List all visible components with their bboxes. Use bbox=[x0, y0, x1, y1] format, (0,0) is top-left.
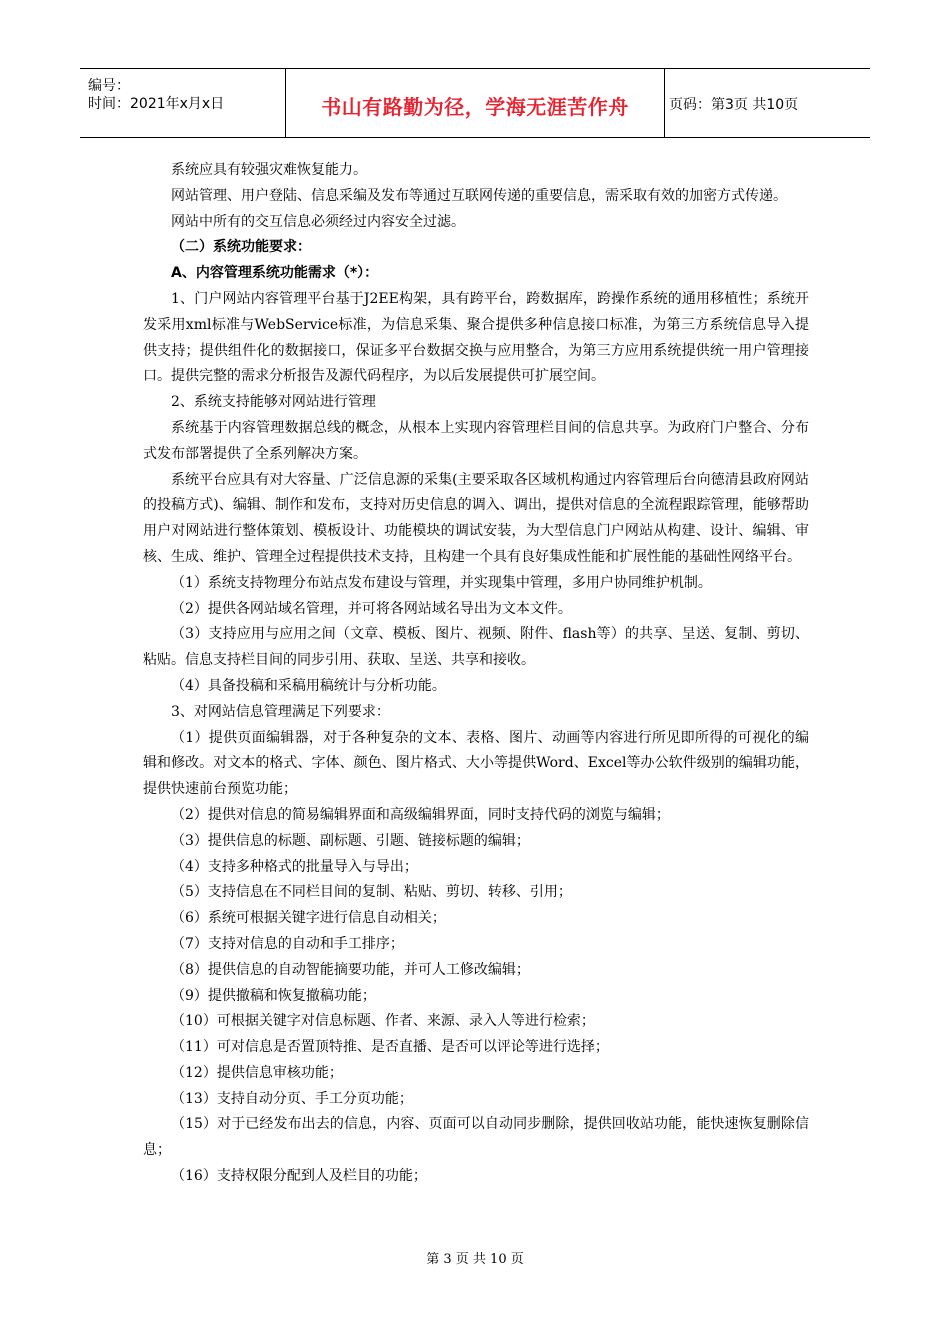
paragraph: 网站中所有的交互信息必须经过内容安全过滤。 bbox=[171, 213, 465, 230]
list-item: （2）提供对信息的简易编辑界面和高级编辑界面，同时支持代码的浏览与编辑； bbox=[171, 806, 670, 823]
list-item: （4）支持多种格式的批量导入与导出； bbox=[171, 858, 418, 875]
subsection-heading: A、内容管理系统功能需求（*）： bbox=[171, 265, 379, 282]
document-time-label: 时间：2021年x月x日 bbox=[88, 96, 225, 112]
list-item: （15）对于已经发布出去的信息，内容、页面可以自动同步删除，提供回收站功能，能快速恢复删除信息； bbox=[143, 1116, 809, 1159]
list-item: （11）可对信息是否置顶特推、是否直播、是否可以评论等进行选择； bbox=[171, 1039, 609, 1056]
header-meta bbox=[80, 69, 285, 137]
document-number-label: 编号： bbox=[88, 78, 130, 94]
list-item: （2）提供各网站域名管理，并可将各网站域名导出为文本文件。 bbox=[171, 600, 572, 617]
page-header bbox=[80, 68, 870, 138]
list-item: （3）支持应用与应用之间（文章、模板、图片、视频、附件、flash等）的共享、呈送、复制、剪切、粘贴。信息支持栏目间的同步引用、获取、呈送、共享和接收。 bbox=[143, 626, 809, 669]
paragraph: 系统基于内容管理数据总线的概念，从根本上实现内容管理栏目间的信息共享。为政府门户整合、分布式发布部署提供了全系列解决方案。 bbox=[143, 419, 809, 462]
paragraph: 2、系统支持能够对网站进行管理 bbox=[171, 394, 376, 411]
paragraph: 系统平台应具有对大容量、广泛信息源的采集(主要采取各区域机构通过内容管理后台向德清县政府网站的投稿方式)、编辑、制作和发布，支持对历史信息的调入、调出，提供对信息的全流程跟踪管理，能够帮助用户对网站进行整体策划、模板设计、功能模块的调试安装，为大型信息门户网站从构建、设计、编辑、审核、生成、维护、管理全过程提供技术支持，且构建一个具有良好集成性能和扩展性能的基础性网络平台。 bbox=[143, 471, 809, 565]
document-body bbox=[143, 158, 809, 1190]
list-item: （6）系统可根据关键字进行信息自动相关； bbox=[171, 910, 446, 927]
list-item: （4）具备投稿和采稿用稿统计与分析功能。 bbox=[171, 677, 446, 694]
list-item: （1）系统支持物理分布站点发布建设与管理，并实现集中管理，多用户协同维护机制。 bbox=[171, 574, 712, 591]
paragraph: 1、门户网站内容管理平台基于J2EE构架，具有跨平台，跨数据库，跨操作系统的通用移植性；系统开发采用xml标准与WebService标准，为信息采集、聚合提供多种信息接口标准，为第三方系统信息导入提供支持；提供组件化的数据接口，保证多平台数据交换与应用整合，为第三方应用系统提供统一用户管理接口。提供完整的需求分析报告及源代码程序，为以后发展提供可扩展空间。 bbox=[143, 290, 809, 385]
list-item: （13）支持自动分页、手工分页功能； bbox=[171, 1090, 413, 1107]
list-item: （12）提供信息审核功能； bbox=[171, 1064, 343, 1081]
list-item: （1）提供页面编辑器，对于各种复杂的文本、表格、图片、动画等内容进行所见即所得的可视化的编辑和修改。对文本的格式、字体、颜色、图片格式、大小等提供Word、Excel等办公软件级别的编辑功能，提供快速前台预览功能； bbox=[143, 729, 809, 798]
header-motto: 书山有路勤为径，学海无涯苦作舟 bbox=[321, 95, 629, 119]
list-item: （7）支持对信息的自动和手工排序； bbox=[171, 935, 404, 952]
list-item: （8）提供信息的自动智能摘要功能，并可人工修改编辑； bbox=[171, 961, 530, 978]
list-item: （3）提供信息的标题、副标题、引题、链接标题的编辑； bbox=[171, 832, 530, 849]
header-page-cell bbox=[663, 69, 870, 137]
list-item: （16）支持权限分配到人及栏目的功能； bbox=[171, 1168, 427, 1185]
list-item: （10）可根据关键字对信息标题、作者、来源、录入人等进行检索； bbox=[171, 1013, 595, 1030]
paragraph: 系统应具有较强灾难恢复能力。 bbox=[171, 162, 367, 178]
header-page-number: 页码：第3页 共10页 bbox=[669, 97, 799, 113]
paragraph: 网站管理、用户登陆、信息采编及发布等通过互联网传递的重要信息，需采取有效的加密方式传递。 bbox=[171, 187, 787, 204]
list-item: （9）提供撤稿和恢复撤稿功能； bbox=[171, 987, 376, 1004]
list-item: （5）支持信息在不同栏目间的复制、粘贴、剪切、转移、引用； bbox=[171, 884, 572, 901]
section-heading: （二）系统功能要求： bbox=[171, 239, 311, 256]
paragraph: 3、对网站信息管理满足下列要求： bbox=[171, 703, 390, 720]
header-motto-cell bbox=[285, 69, 665, 137]
page-footer: 第 3 页 共 10 页 bbox=[426, 1252, 524, 1267]
